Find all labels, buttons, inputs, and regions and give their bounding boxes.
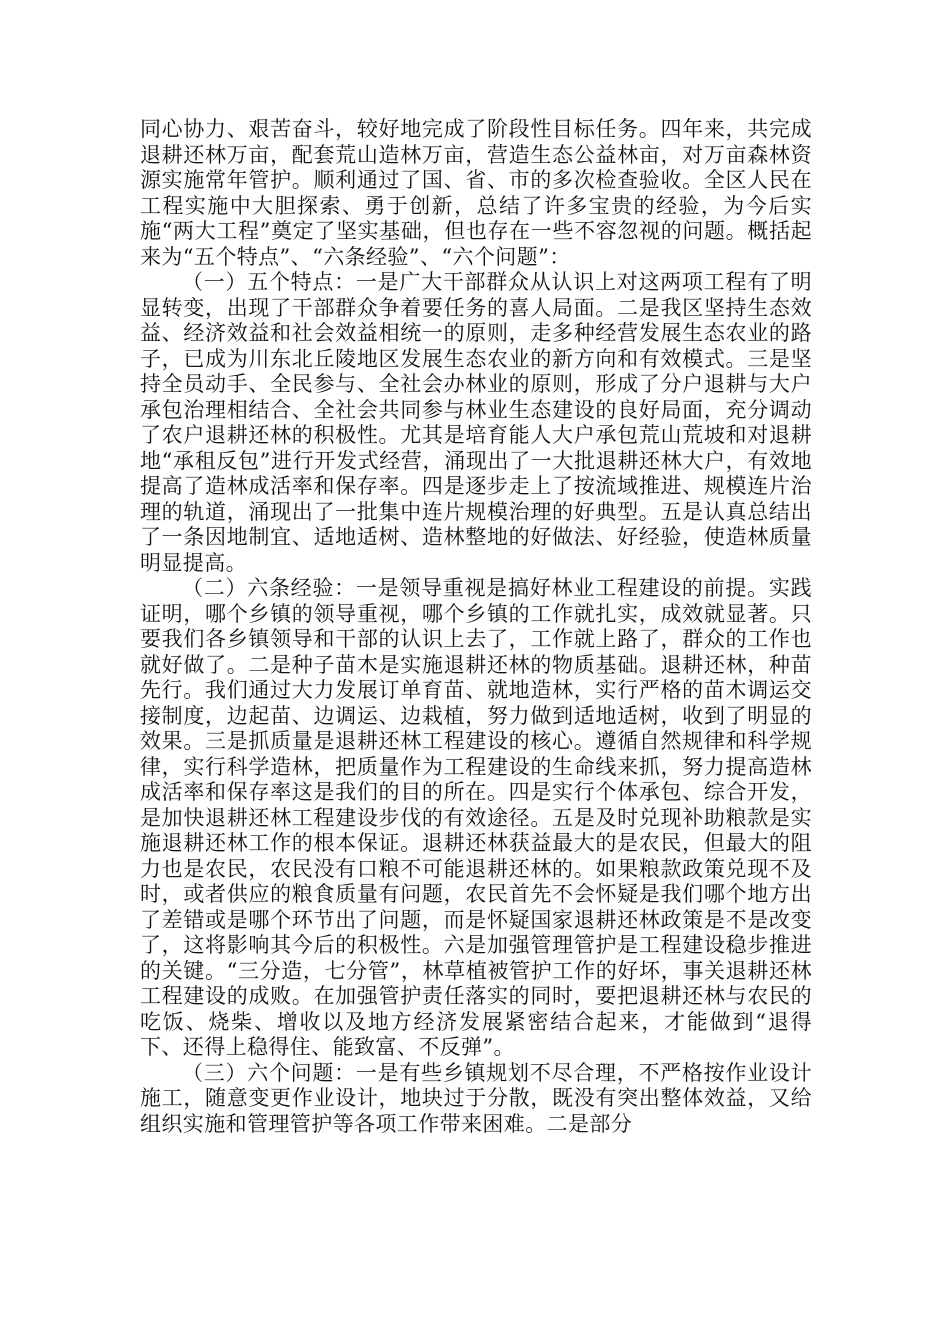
body-text: [140, 117, 812, 1137]
paragraph-intro: 同心协力、艰苦奋斗，较好地完成了阶段性目标任务。四年来，共完成退耕还林万亩，配套荒山造林万亩，营造生态公益林亩，对万亩森林资源实施常年管护。顺利通过了国、省、市的多次检查验收。全区人民在工程实施中大胆探索、勇于创新，总结了许多宝贵的经验，为今后实施“两大工程”奠定了坚实基础，但也存在一些不容忽视的问题。概括起来为“五个特点”、“六条经验”、“六个问题”：: [140, 117, 812, 269]
paragraph-five-features: （一）五个特点：一是广大干部群众从认识上对这两项工程有了明显转变，出现了干部群众争着要任务的喜人局面。二是我区坚持生态效益、经济效益和社会效益相统一的原则，走多种经营发展生态农业的路子，已成为川东北丘陵地区发展生态农业的新方向和有效模式。三是坚持全员动手、全民参与、全社会办林业的原则，形成了分户退耕与大户承包治理相结合、全社会共同参与林业生态建设的良好局面，充分调动了农户退耕还林的积极性。尤其是培育能人大户承包荒山荒坡和对退耕地“承租反包”进行开发式经营，涌现出了一大批退耕还林大户，有效地提高了造林成活率和保存率。四是逐步走上了按流域推进、规模连片治理的轨道，涌现出了一批集中连片规模治理的好典型。五是认真总结出了一条因地制宜、适地适树、造林整地的好做法、好经验，使造林质量明显提高。: [140, 270, 812, 575]
paragraph-six-problems: （三）六个问题：一是有些乡镇规划不尽合理，不严格按作业设计施工，随意变更作业设计，地块过于分散，既没有突出整体效益，又给组织实施和管理管护等各项工作带来困难。二是部分: [140, 1060, 812, 1136]
paragraph-six-experiences: （二）六条经验：一是领导重视是搞好林业工程建设的前提。实践证明，哪个乡镇的领导重视，哪个乡镇的工作就扎实，成效就显著。只要我们各乡镇领导和干部的认识上去了，工作就上路了，群众的工作也就好做了。二是种子苗木是实施退耕还林的物质基础。退耕还林，种苗先行。我们通过大力发展订单育苗、就地造林，实行严格的苗木调运交接制度，边起苗、边调运、边栽植，努力做到适地适树，收到了明显的效果。三是抓质量是退耕还林工程建设的核心。遵循自然规律和科学规律，实行科学造林，把质量作为工程建设的生命线来抓，努力提高造林成活率和保存率这是我们的目的所在。四是实行个体承包、综合开发，是加快退耕还林工程建设步伐的有效途径。五是及时兑现补助粮款是实施退耕还林工作的根本保证。退耕还林获益最大的是农民，但最大的阻力也是农民，农民没有口粮不可能退耕还林的。如果粮款政策兑现不及时，或者供应的粮食质量有问题，农民首先不会怀疑是我们哪个地方出了差错或是哪个环节出了问题，而是怀疑国家退耕还林政策是不是改变了，这将影响其今后的积极性。六是加强管理管护是工程建设稳步推进的关键。“三分造，七分管”，林草植被管护工作的好坏，事关退耕还林工程建设的成败。在加强管护责任落实的同时，要把退耕还林与农民的吃饭、烧柴、增收以及地方经济发展紧密结合起来，才能做到“退得下、还得上稳得住、能致富、不反弹”。: [140, 576, 812, 1059]
